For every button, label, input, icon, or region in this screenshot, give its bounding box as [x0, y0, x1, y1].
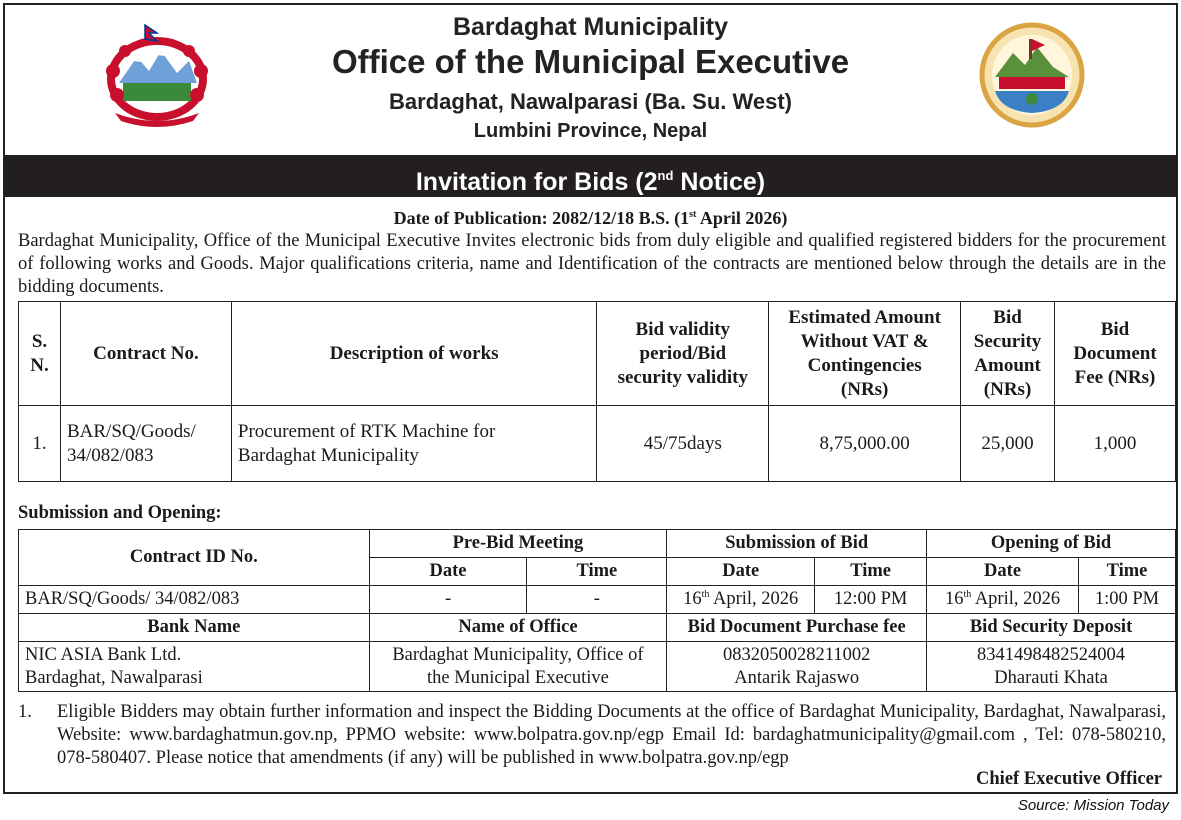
cell-amount: 8,75,000.00: [769, 406, 961, 482]
header-sn: S. N.: [19, 302, 61, 406]
office-address: Bardaghat, Nawalparasi (Ba. Su. West): [388, 89, 793, 114]
cell-security: 25,000: [961, 406, 1055, 482]
table-row: [19, 586, 1176, 614]
cell-opening-time: 1:00 PM: [1078, 586, 1175, 614]
submission-heading: Submission and Opening:: [18, 503, 222, 523]
notes-list: [18, 701, 1166, 770]
contracts-table: [18, 301, 1176, 482]
header-submission: Submission of Bid: [667, 530, 927, 558]
submission-header-row: [19, 530, 1176, 558]
publication-date: Date of Publication: 2082/12/18 B.S. (1st April 2026): [393, 208, 788, 228]
header-contract-id: Contract ID No.: [19, 530, 370, 586]
header-purchase-fee: Bid Document Purchase fee: [667, 614, 927, 642]
cell-submission-date: 16th April, 2026: [667, 586, 815, 614]
header-submission-time: Time: [815, 558, 927, 586]
province: Lumbini Province, Nepal: [473, 120, 708, 142]
cell-prebid-date: -: [369, 586, 527, 614]
header-prebid: Pre-Bid Meeting: [369, 530, 667, 558]
header: [5, 5, 1176, 153]
header-office-name: Name of Office: [369, 614, 667, 642]
header-validity: Bid validity period/Bid security validity: [597, 302, 769, 406]
header-estimated-amount: Estimated Amount Without VAT & Contingencies (NRs): [769, 302, 961, 406]
submission-table: [18, 529, 1176, 692]
contracts-header-row: [19, 302, 1176, 406]
intro-paragraph: Bardaghat Municipality, Office of the Municipal Executive Invites electronic bids from duly eligible and qualified registered bidders for the procurement of following works and Goods. Major qualifications criteria, name and Identification of the contracts are mentioned below through the details are in the bidding documents.: [18, 231, 1166, 297]
cell-opening-date: 16th April, 2026: [927, 586, 1079, 614]
note-number: 1.: [18, 702, 32, 722]
cell-prebid-time: -: [527, 586, 667, 614]
notice-frame: [3, 3, 1178, 794]
municipality-logo-icon: [973, 21, 1091, 129]
header-opening: Opening of Bid: [927, 530, 1176, 558]
header-bid-security: Bid Security Amount (NRs): [961, 302, 1055, 406]
note-text: Eligible Bidders may obtain further information and inspect the Bidding Documents at the office of Bardaghat Municipality, Bardaghat, Nawalparasi, Website: www.bardaghatmun.gov.np, PPMO website: www.bolpatra.gov.np/egp Email Id: bardaghatmunicipality@gmail.com , Tel: 078-580210, 078-580407. Please notice that amendments (if any) will be published in www.bolpatra.gov.np/egp: [57, 702, 1166, 768]
header-opening-time: Time: [1078, 558, 1175, 586]
table-row: [19, 642, 1176, 692]
source-credit: Source: Mission Today: [1017, 797, 1169, 814]
header-document-fee: Bid Document Fee (NRs): [1055, 302, 1176, 406]
header-contract-no: Contract No.: [60, 302, 231, 406]
cell-validity: 45/75days: [597, 406, 769, 482]
cell-purchase-account: 0832050028211002 Antarik Rajaswo: [667, 642, 927, 692]
cell-description: Procurement of RTK Machine for Bardaghat Municipality: [231, 406, 596, 482]
header-security-deposit: Bid Security Deposit: [927, 614, 1176, 642]
municipality-name: Bardaghat Municipality: [452, 13, 729, 41]
office-name: Office of the Municipal Executive: [331, 43, 850, 80]
header-submission-date: Date: [667, 558, 815, 586]
header-prebid-date: Date: [369, 558, 527, 586]
cell-deposit-account: 8341498482524004 Dharauti Khata: [927, 642, 1176, 692]
table-row: [19, 406, 1176, 482]
cell-contract-id: BAR/SQ/Goods/ 34/082/083: [19, 586, 370, 614]
cell-fee: 1,000: [1055, 406, 1176, 482]
bank-header-row: [19, 614, 1176, 642]
header-prebid-time: Time: [527, 558, 667, 586]
signature-title: Chief Executive Officer: [976, 769, 1162, 789]
header-bank-name: Bank Name: [19, 614, 370, 642]
cell-office-name: Bardaghat Municipality, Office of the Municipal Executive: [369, 642, 667, 692]
cell-submission-time: 12:00 PM: [815, 586, 927, 614]
cell-sn: 1.: [19, 406, 61, 482]
cell-contract-no: BAR/SQ/Goods/ 34/082/083: [60, 406, 231, 482]
notice-title-banner: Invitation for Bids (2nd Notice): [5, 155, 1176, 197]
header-description: Description of works: [231, 302, 596, 406]
header-opening-date: Date: [927, 558, 1079, 586]
cell-bank-name: NIC ASIA Bank Ltd. Bardaghat, Nawalparasi: [19, 642, 370, 692]
